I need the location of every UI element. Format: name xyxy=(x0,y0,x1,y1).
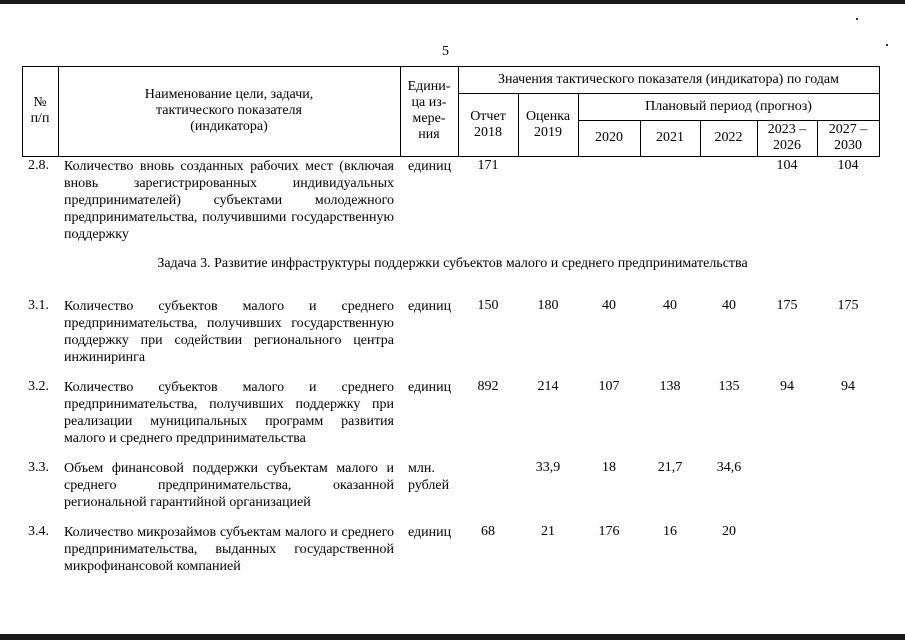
row-unit: единиц xyxy=(408,299,452,314)
page-number: 5 xyxy=(442,44,449,59)
value-2018: 171 xyxy=(477,158,499,173)
value-2020: 107 xyxy=(598,379,620,394)
row-description: Объем финансовой поддержки субъектам малого и среднего предпринимательства, оказанной региональной гарантийной организацией xyxy=(64,461,394,510)
header-plan-group: Плановый период (прогноз) xyxy=(645,98,812,114)
value-2023-2026: 94 xyxy=(780,379,794,394)
row-unit: единиц xyxy=(408,525,452,540)
header-col-estimate: Оценка 2019 xyxy=(525,108,571,140)
scan-speck xyxy=(856,18,858,20)
scan-bottom-edge xyxy=(0,634,905,640)
row-description: Количество микрозаймов субъектам малого и среднего предпринимательства, выданных государственной микрофинансовой компанией xyxy=(64,525,394,574)
value-2021: 138 xyxy=(659,379,681,394)
value-2021: 16 xyxy=(663,524,677,539)
value-2021: 21,7 xyxy=(657,460,683,475)
value-2020: 18 xyxy=(602,460,616,475)
task-3-heading: Задача 3. Развитие инфраструктуры поддержки субъектов малого и среднего предпринимательства xyxy=(157,256,748,271)
value-2019: 21 xyxy=(541,524,555,539)
value-2018: 150 xyxy=(477,298,499,313)
value-2022: 135 xyxy=(718,379,740,394)
value-2023-2026: 104 xyxy=(776,158,798,173)
row-number: 3.4. xyxy=(28,524,49,539)
header-col-2021: 2021 xyxy=(656,130,684,145)
header-col-2023-2026: 2023 – 2026 xyxy=(767,122,807,153)
value-2023-2026: 175 xyxy=(776,298,798,313)
header-col-num: № п/п xyxy=(30,95,50,126)
header-col-name: Наименование цели, задачи, тактического показателя (индикатора) xyxy=(144,87,314,134)
row-unit: млн. рублей xyxy=(408,461,450,493)
value-2018: 68 xyxy=(481,524,495,539)
row-description: Количество субъектов малого и среднего предпринимательства, получивших государственную поддержку при содействии регионального центра инжиниринга xyxy=(64,299,394,365)
value-2020: 176 xyxy=(598,524,620,539)
value-2022: 40 xyxy=(722,298,736,313)
value-2020: 40 xyxy=(602,298,616,313)
value-2022: 34,6 xyxy=(716,460,742,475)
scan-speck xyxy=(886,44,888,46)
value-2019: 214 xyxy=(537,379,559,394)
row-description: Количество вновь созданных рабочих мест (включая вновь зарегистрированных индивидуальных предпринимателей) субъектами молодежного предпринимательства, получившими государственную поддержку xyxy=(64,159,394,242)
value-2019: 33,9 xyxy=(535,460,561,475)
row-unit: единиц xyxy=(408,380,452,395)
header-col-2020: 2020 xyxy=(595,130,623,145)
value-2027-2030: 94 xyxy=(841,379,855,394)
header-col-2027-2030: 2027 – 2030 xyxy=(828,122,868,153)
row-number: 2.8. xyxy=(28,158,49,173)
value-2021: 40 xyxy=(663,298,677,313)
header-values-group: Значения тактического показателя (индикатора) по годам xyxy=(498,71,839,87)
row-number: 3.3. xyxy=(28,460,49,475)
header-col-unit: Едини- ца из- мере- ния xyxy=(407,79,451,142)
row-unit: единиц xyxy=(408,159,452,174)
value-2022: 20 xyxy=(722,524,736,539)
row-description: Количество субъектов малого и среднего предпринимательства, получивших поддержку при реализации муниципальных программ развития малого и среднего предпринимательства xyxy=(64,380,394,446)
value-2018: 892 xyxy=(477,379,499,394)
value-2027-2030: 104 xyxy=(837,158,859,173)
value-2027-2030: 175 xyxy=(837,298,859,313)
scan-top-edge xyxy=(0,0,905,4)
row-number: 3.2. xyxy=(28,379,49,394)
row-number: 3.1. xyxy=(28,298,49,313)
header-col-2022: 2022 xyxy=(714,130,743,145)
header-col-report: Отчет 2018 xyxy=(470,108,506,140)
value-2019: 180 xyxy=(537,298,559,313)
